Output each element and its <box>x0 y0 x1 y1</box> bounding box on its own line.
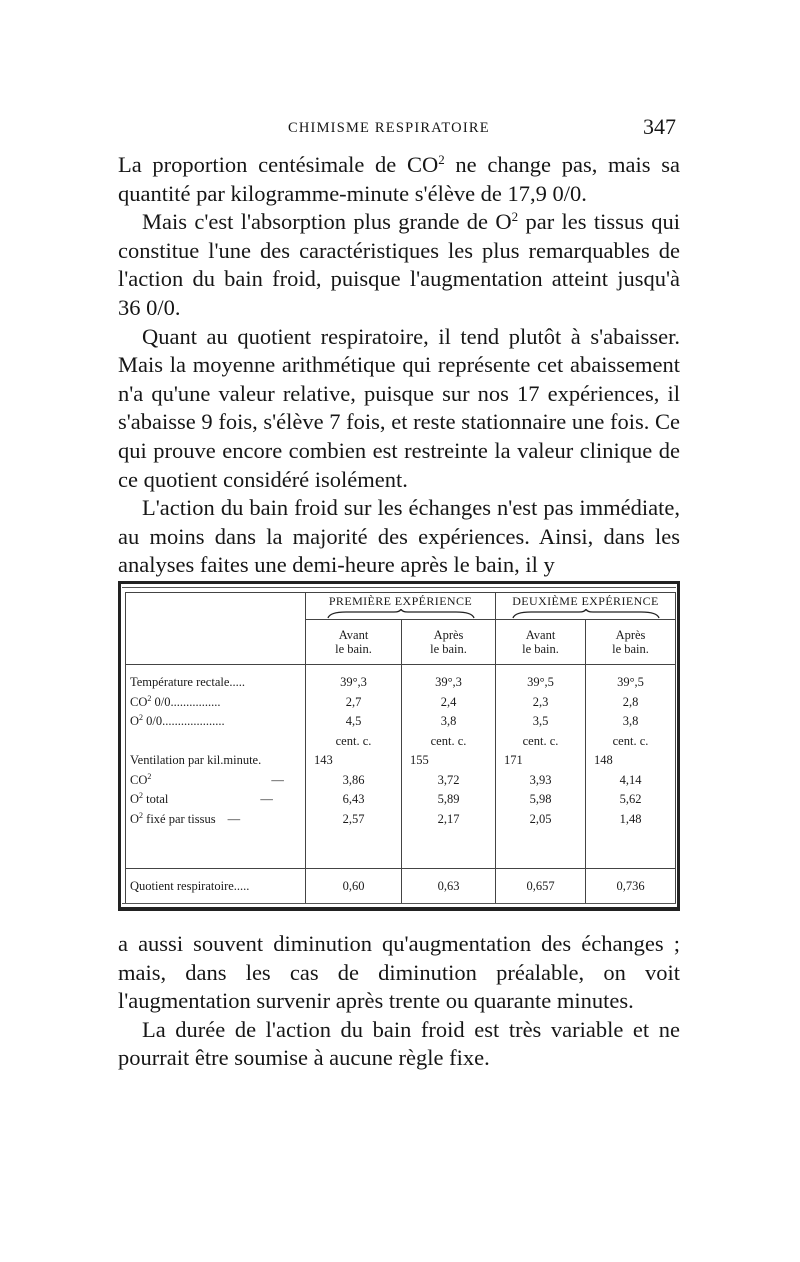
experiment-table <box>125 592 676 904</box>
table-cell: 0,657 <box>496 869 586 904</box>
running-head <box>118 114 678 144</box>
row-label: $O^2$ fixé par tissus — <box>130 810 241 826</box>
row-label: $CO^2$ — <box>130 771 284 787</box>
table-corner-cell <box>126 593 306 665</box>
value-column: 39°,5 2,3 3,5 cent. c. 171 3,93 5,98 2,05 <box>496 665 586 869</box>
table-body-row <box>126 665 676 869</box>
brace-icon <box>326 609 476 619</box>
paragraph: a aussi souvent diminution qu'augmentation des échanges ; mais, dans les cas de diminution préalable, on voit l'augmentation survenir après trente ou quarante minutes. <box>118 931 680 1014</box>
row-label: $O^2$ total — <box>130 791 273 806</box>
body-text-bottom <box>118 930 680 1073</box>
row-labels <box>126 665 306 869</box>
value-column: 39°,3 2,7 4,5 cent. c. 143 3,86 6,43 2,57 <box>306 665 402 869</box>
subheader-cell: Après le bain. <box>586 620 676 665</box>
brace-icon <box>511 609 661 619</box>
page-number: 347 <box>643 114 676 139</box>
subheader-cell: Avant le bain. <box>496 620 586 665</box>
table-cell: 0,736 <box>586 869 676 904</box>
value-column: 39°,5 2,8 3,8 cent. c. 148 4,14 5,62 1,48 <box>586 665 676 869</box>
group-header-first: PREMIÈRE EXPÉRIENCE <box>306 593 496 620</box>
table-cell: 0,60 <box>306 869 402 904</box>
value-column: 39°,3 2,4 3,8 cent. c. 155 3,72 5,89 2,17 <box>402 665 496 869</box>
paragraph: Mais c'est l'absorption plus grande de $O^2$ par les tissus qui constitue l'une des caractéristiques les plus remarquables de l'action du bain froid, puisque l'augmentation atteint jusqu'à 36 0/0. <box>118 209 680 320</box>
row-label: $O^2$ 0/0.................... <box>130 713 225 728</box>
paragraph: Quant au quotient respiratoire, il tend plutôt à s'abaisser. Mais la moyenne arithmétique qui représente cet abaissement n'a qu'une valeur relative, puisque sur nos 17 expériences, il s'abaisse 9 fois, s'élève 7 fois, et reste stationnaire une fois. Ce qui prouve encore combien est restreinte la valeur clinique de ce quotient considéré isolément. <box>118 323 680 492</box>
running-title: CHIMISME RESPIRATOIRE <box>288 120 490 136</box>
table-row-quotient <box>126 869 676 904</box>
paragraph: La durée de l'action du bain froid est très variable et ne pourrait être soumise à aucune règle fixe. <box>118 1016 680 1071</box>
row-label: Température rectale..... <box>130 675 246 689</box>
row-label: $CO^2$ 0/0................ <box>130 693 221 709</box>
subheader-cell: Avant le bain. <box>306 620 402 665</box>
paragraph: La proportion centésimale de $CO^2$ ne change pas, mais sa quantité par kilogramme-minute s'élève de 17,9 0/0. <box>118 152 680 206</box>
subheader-cell: Après le bain. <box>402 620 496 665</box>
group-header-second: DEUXIÈME EXPÉRIENCE <box>496 593 676 620</box>
data-table-frame <box>118 581 680 911</box>
row-label: Quotient respiratoire..... <box>126 869 306 904</box>
table-cell: 0,63 <box>402 869 496 904</box>
row-label: Ventilation par kil.minute. <box>130 753 262 767</box>
paragraph: L'action du bain froid sur les échanges n'est pas immédiate, au moins dans la majorité des expériences. Ainsi, dans les analyses faites une demi-heure après le bain, il y <box>118 495 680 578</box>
body-text-top <box>118 151 680 580</box>
